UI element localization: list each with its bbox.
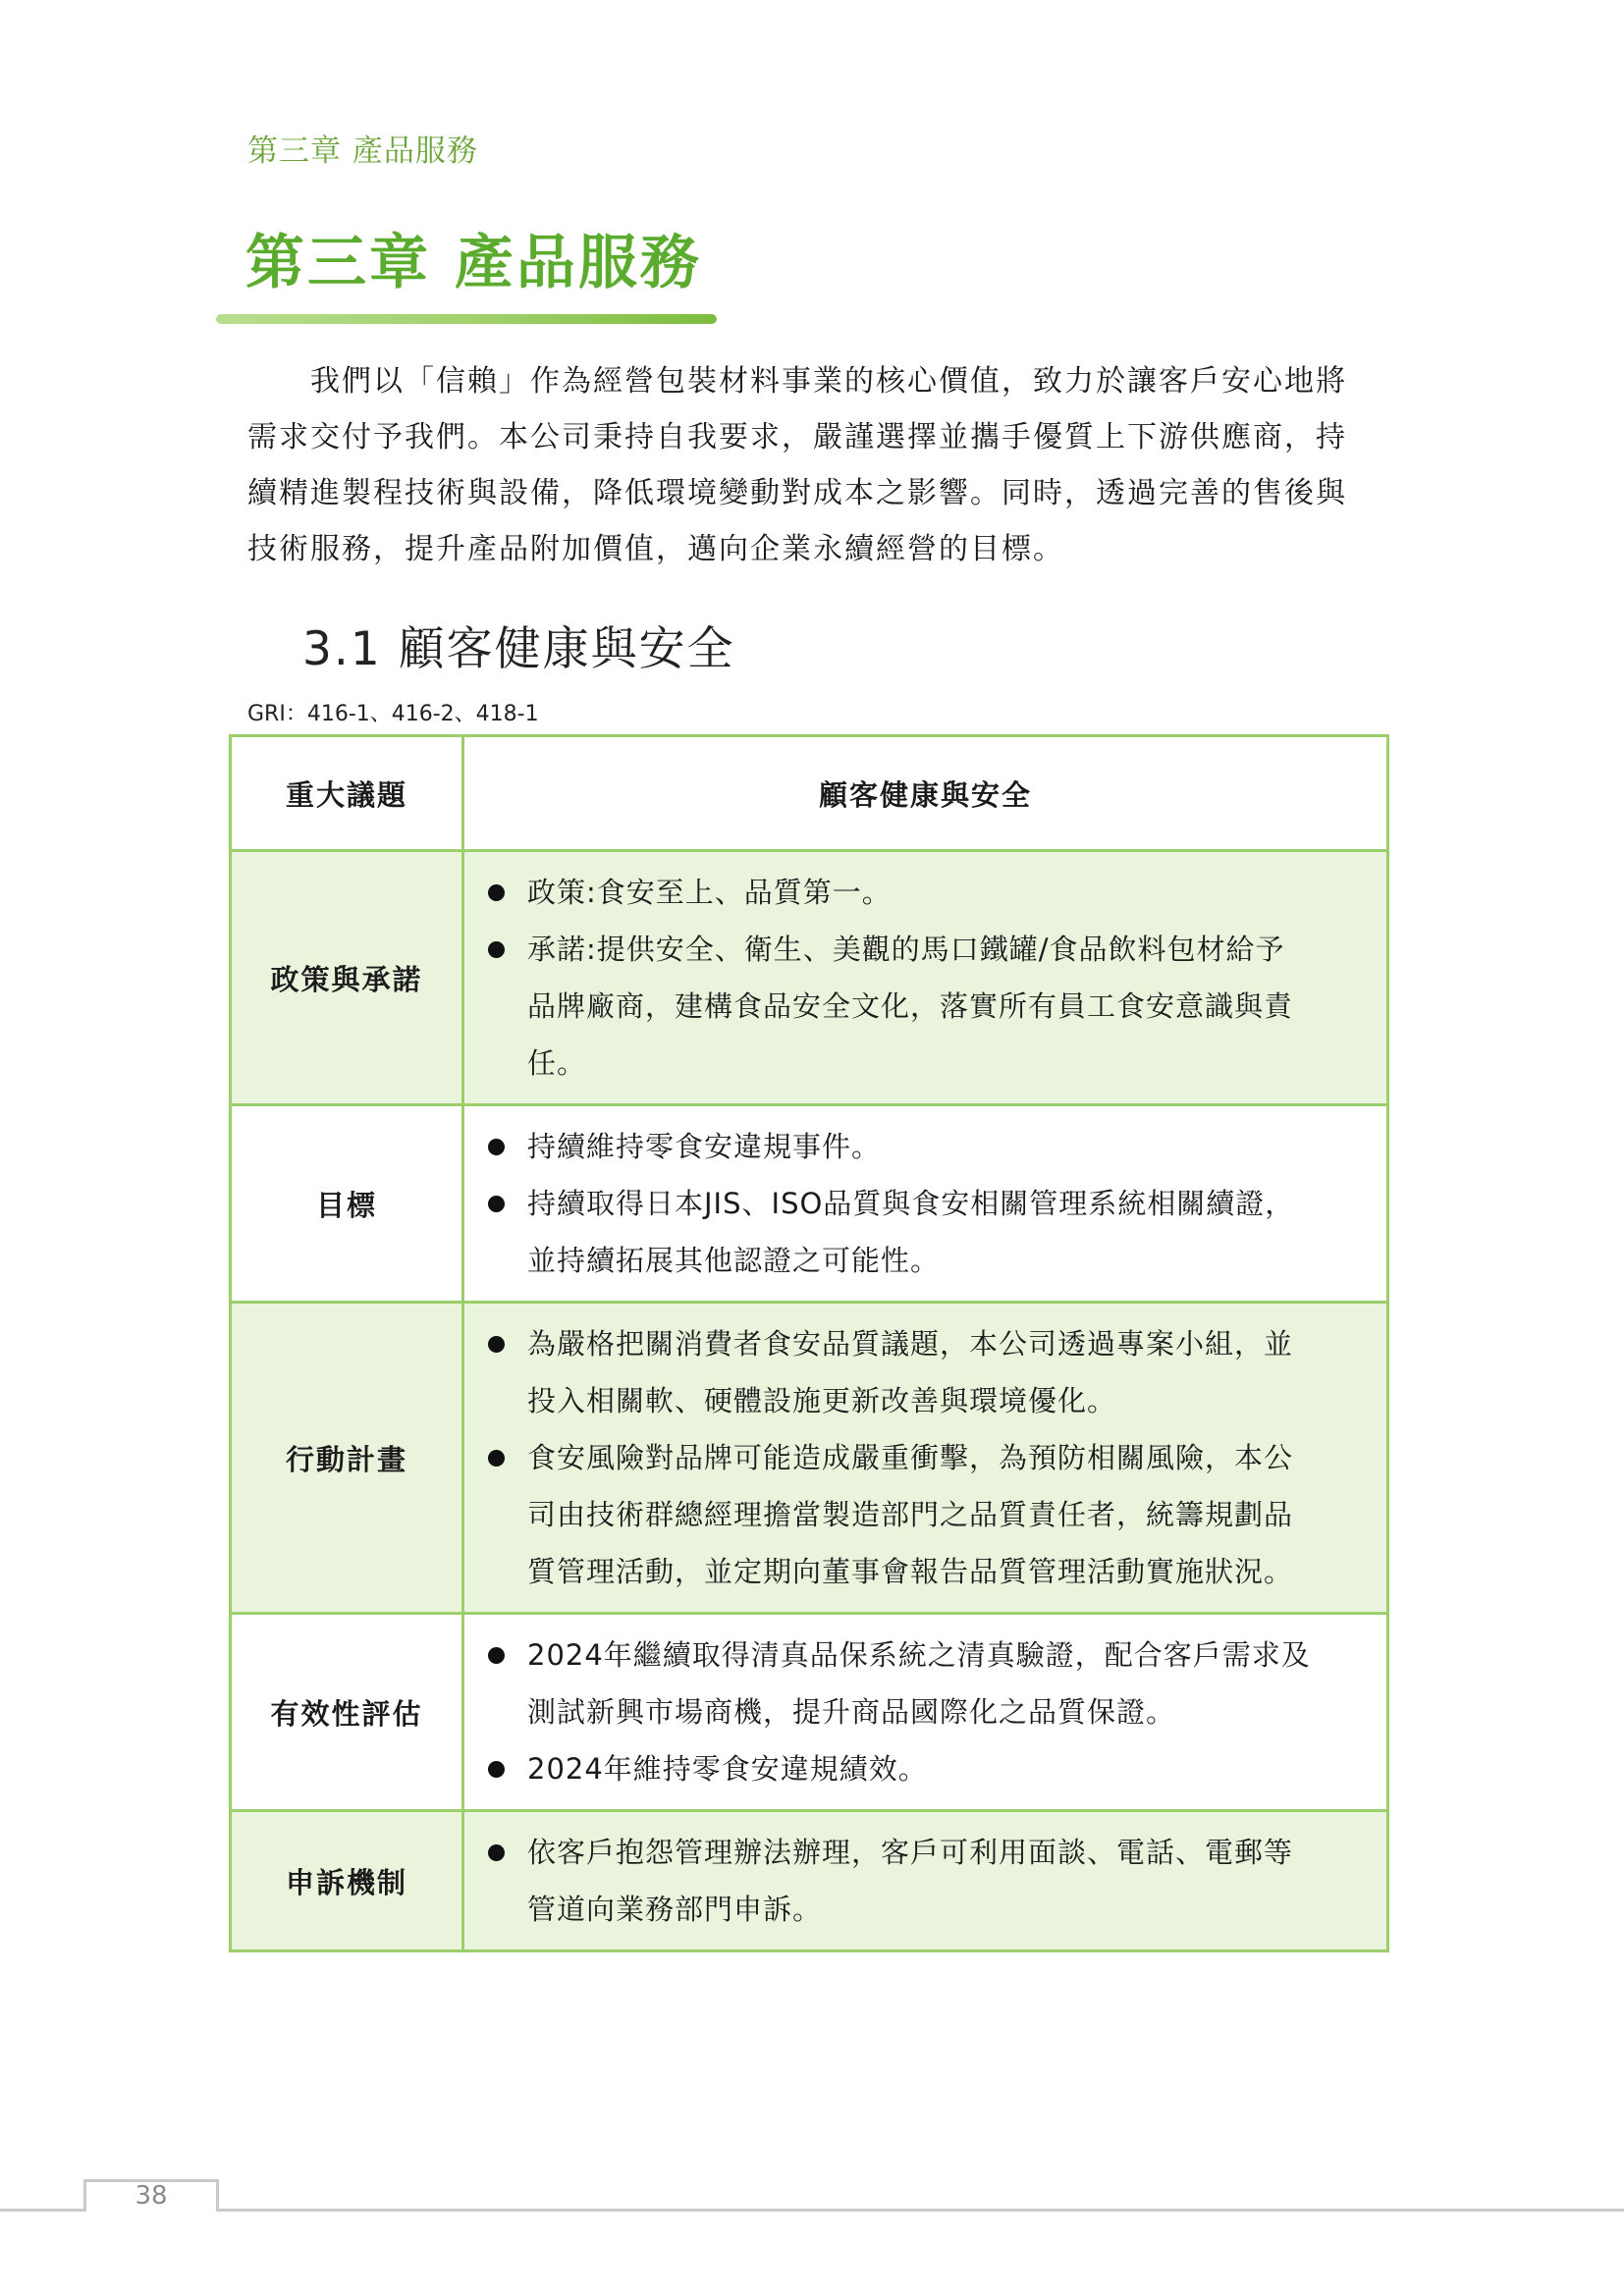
bullet-item [482, 1175, 1369, 1289]
bullet-line: 2024年維持零食安違規績效。 [527, 1752, 928, 1786]
bullet-line: 任。 [527, 1046, 587, 1080]
bullet-item [482, 864, 1369, 921]
bullet-line: 政策:食安至上、品質第一。 [527, 876, 892, 909]
row-content [463, 1105, 1388, 1303]
bullet-item [482, 1740, 1369, 1797]
bullet-line: 測試新興市場商機，提升商品國際化之品質保證。 [527, 1695, 1176, 1729]
page-number: 38 [135, 2181, 168, 2211]
bullet-list [482, 1824, 1369, 1938]
table-row [231, 1105, 1388, 1303]
bullet-item [482, 1429, 1369, 1600]
material-topic-table [229, 734, 1389, 1952]
intro-line: 我們以「信賴」作為經營包裝材料事業的核心價值，致力於讓客戶安心地將 [310, 364, 1347, 399]
bullet-line: 持續維持零食安違規事件。 [527, 1130, 882, 1163]
table-header-row [231, 736, 1388, 851]
chapter-title: 第三章 產品服務 [245, 229, 702, 297]
bullet-item [482, 1118, 1369, 1175]
bullet-line: 品牌廠商，建構食品安全文化，落實所有員工食安意識與責 [527, 989, 1294, 1023]
bullet-item [482, 1824, 1369, 1938]
bullet-line: 並持續拓展其他認證之可能性。 [527, 1244, 941, 1277]
bullet-item [482, 921, 1369, 1092]
bullet-line: 承諾:提供安全、衛生、美觀的馬口鐵罐/食品飲料包材給予 [527, 933, 1285, 966]
bullet-list [482, 1315, 1369, 1600]
bullet-line: 依客戶抱怨管理辦法辦理，客戶可利用面談、電話、電郵等 [527, 1836, 1294, 1869]
bullet-line: 管道向業務部門申訴。 [527, 1893, 823, 1926]
bullet-list [482, 864, 1369, 1092]
bullet-line: 為嚴格把關消費者食安品質議題，本公司透過專案小組，並 [527, 1327, 1294, 1361]
table-row [231, 851, 1388, 1105]
bullet-line: 質管理活動，並定期向董事會報告品質管理活動實施狀況。 [527, 1555, 1294, 1588]
bullet-list [482, 1627, 1369, 1797]
row-content [463, 1303, 1388, 1614]
bullet-line: 投入相關軟、硬體設施更新改善與環境優化。 [527, 1384, 1117, 1417]
row-label: 有效性評估 [231, 1614, 463, 1811]
gri-reference: GRI：416-1、416-2、418-1 [247, 702, 539, 726]
bullet-line: 2024年繼續取得清真品保系統之清真驗證，配合客戶需求及 [527, 1638, 1311, 1672]
bullet-list [482, 1118, 1369, 1289]
table-row [231, 1303, 1388, 1614]
footer-rule [0, 2209, 1624, 2212]
bullet-item [482, 1627, 1369, 1740]
section-title: 3.1 顧客健康與安全 [302, 622, 735, 676]
row-label: 目標 [231, 1105, 463, 1303]
intro-paragraph [247, 353, 1391, 577]
bullet-line: 食安風險對品牌可能造成嚴重衝擊，為預防相關風險，本公 [527, 1441, 1294, 1474]
row-content [463, 851, 1388, 1105]
intro-line: 技術服務，提升產品附加價值，邁向企業永續經營的目標。 [247, 532, 1064, 566]
intro-line: 需求交付予我們。本公司秉持自我要求，嚴謹選擇並攜手優質上下游供應商，持 [247, 420, 1347, 454]
title-underline [216, 314, 717, 324]
bullet-item [482, 1315, 1369, 1429]
header-cell-topic: 重大議題 [231, 736, 463, 851]
intro-line: 續精進製程技術與設備，降低環境變動對成本之影響。同時，透過完善的售後與 [247, 476, 1347, 510]
table-row [231, 1614, 1388, 1811]
table-row [231, 1811, 1388, 1951]
running-header: 第三章 產品服務 [247, 133, 478, 169]
bullet-line: 持續取得日本JIS、ISO品質與食安相關管理系統相關續證， [527, 1187, 1295, 1220]
row-label: 政策與承諾 [231, 851, 463, 1105]
row-label: 申訴機制 [231, 1811, 463, 1951]
row-content [463, 1614, 1388, 1811]
header-cell-subject: 顧客健康與安全 [463, 736, 1388, 851]
bullet-line: 司由技術群總經理擔當製造部門之品質責任者，統籌規劃品 [527, 1498, 1294, 1531]
row-content [463, 1811, 1388, 1951]
row-label: 行動計畫 [231, 1303, 463, 1614]
